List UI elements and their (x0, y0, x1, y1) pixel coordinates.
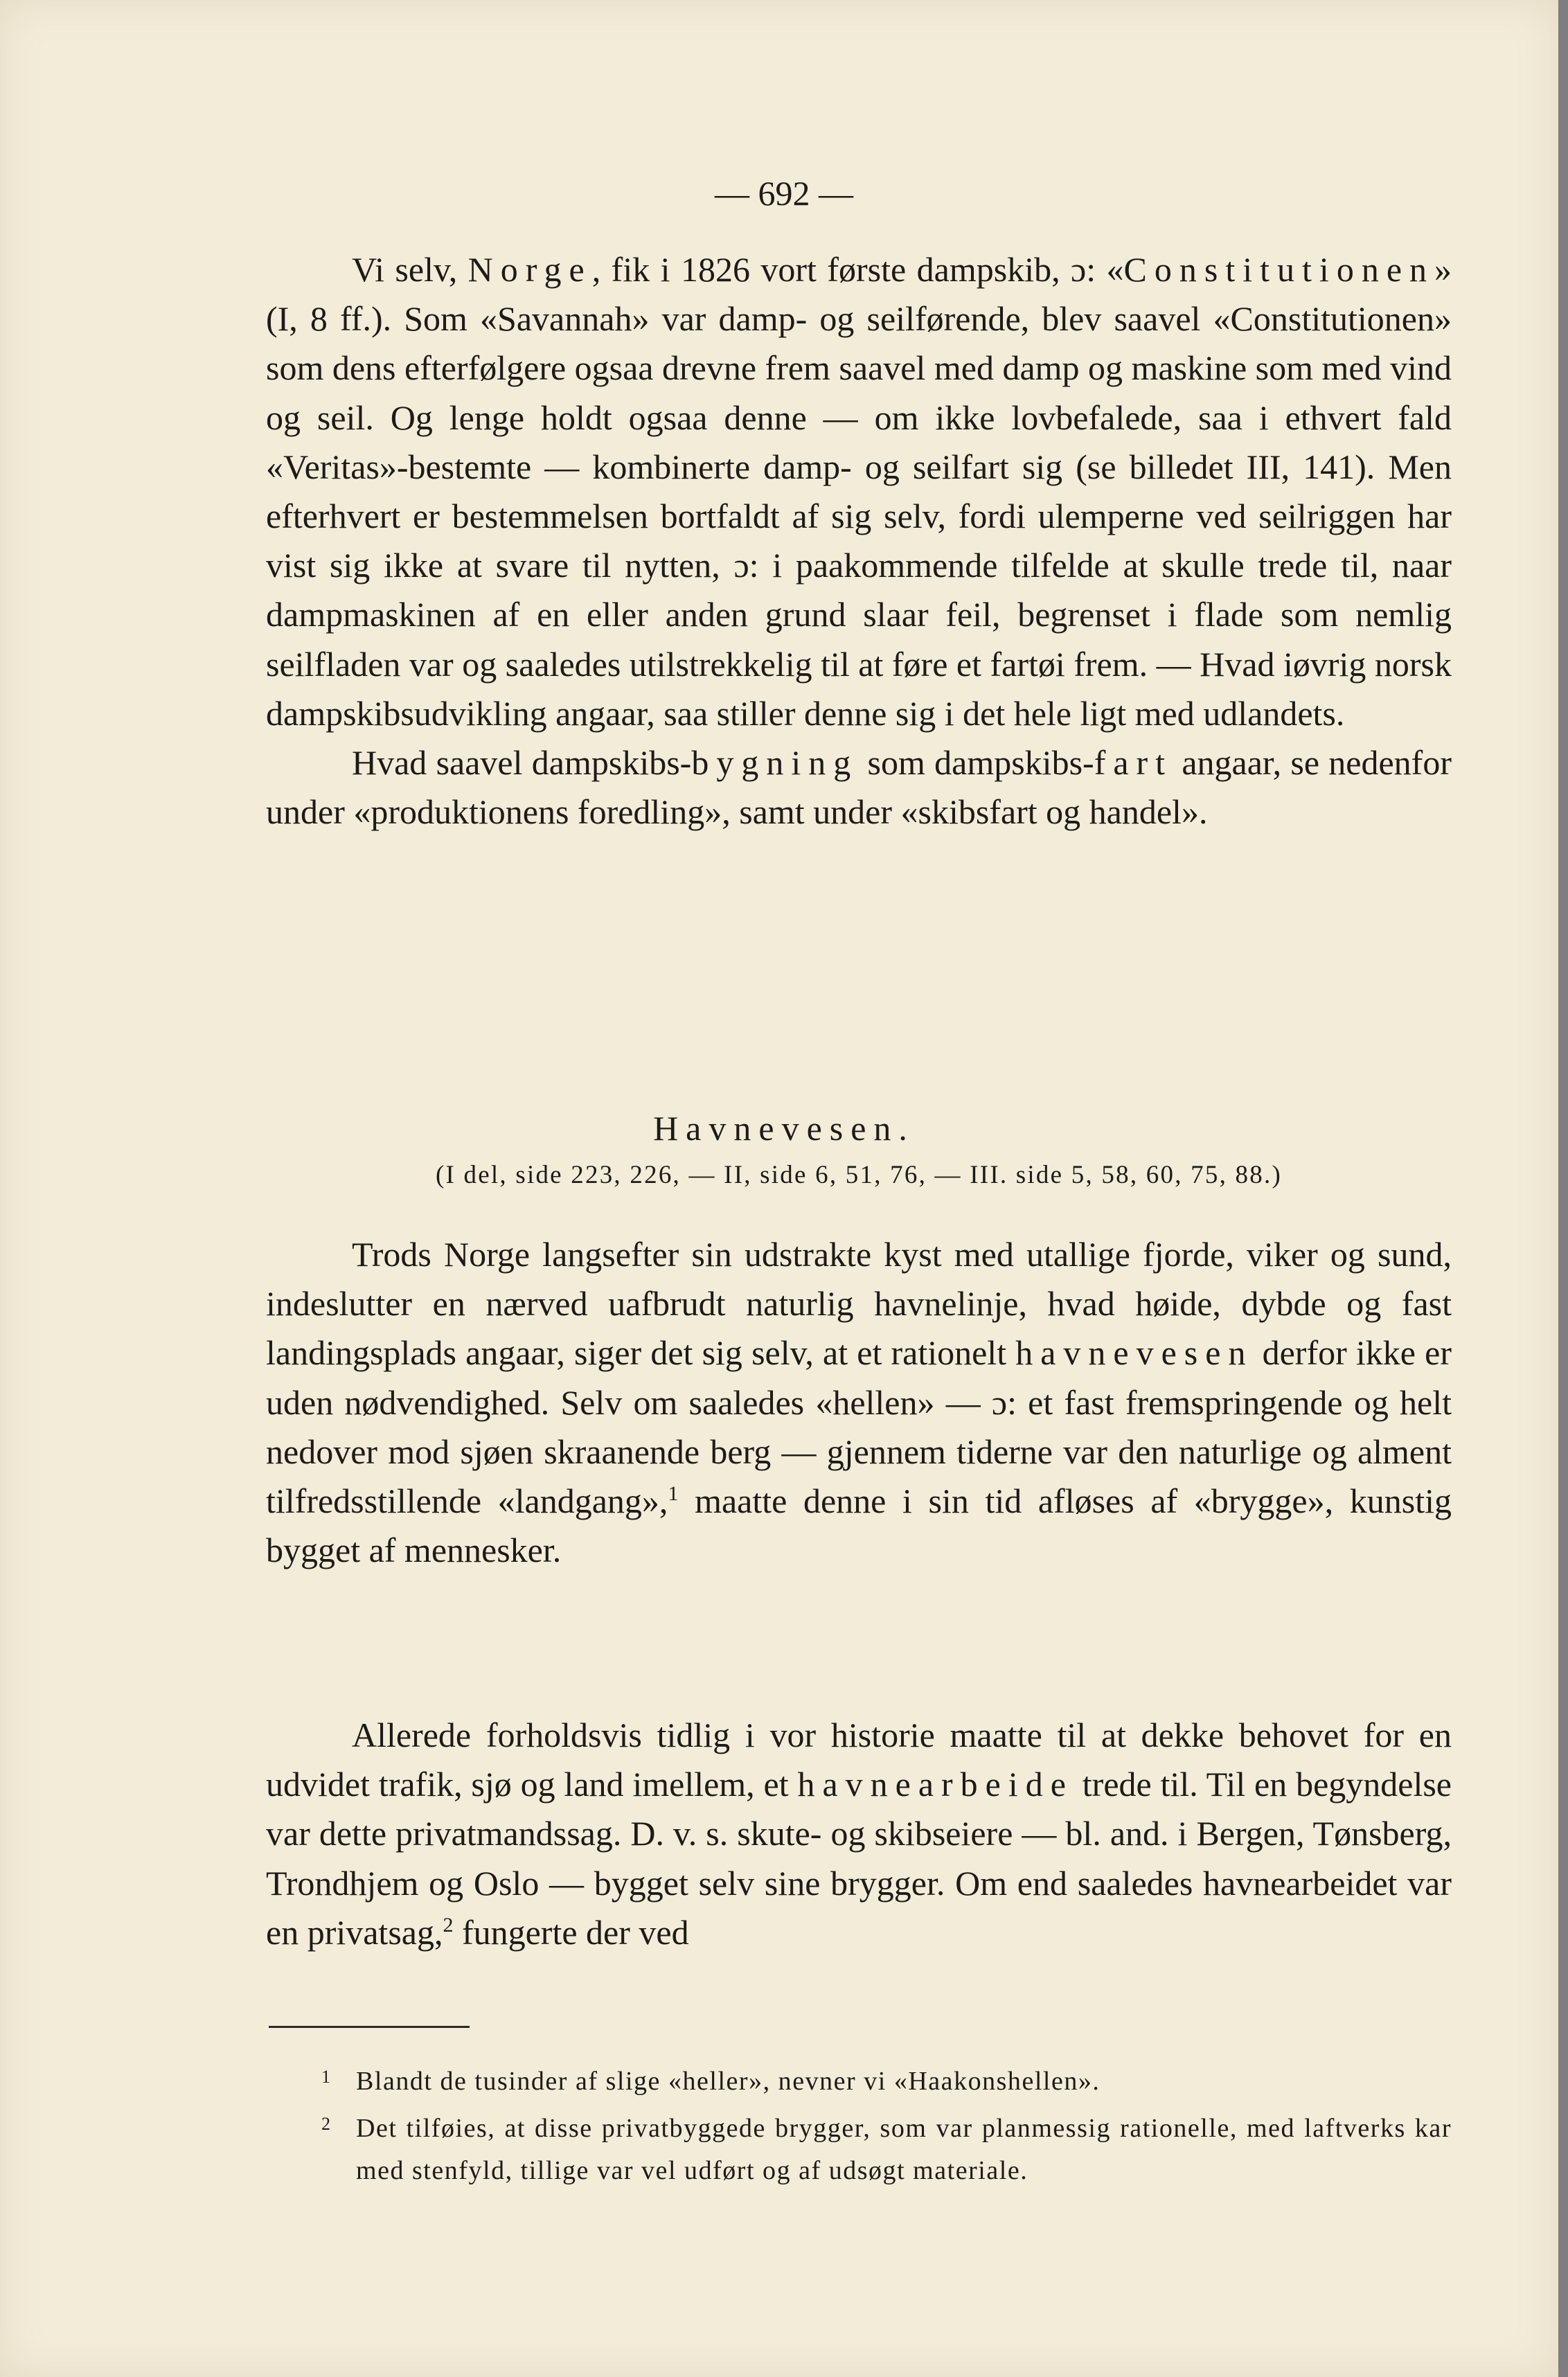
paragraph-4 (266, 1711, 1452, 1957)
footnote-1 (266, 2056, 1452, 2103)
footnote-text: Blandt de tusinder af slige «heller», nevner vi «Haakonshellen». (356, 2067, 1101, 2096)
spaced-word-bygning: bygning (691, 743, 859, 783)
footnote-mark: 1 (321, 2067, 332, 2087)
text-run: fungerte der ved (453, 1912, 689, 1952)
text-run: derfor ikke er uden nødvendighed. Selv om saaledes «hellen» — ɔ: et fast fremspringende og helt nedover mod sjøen skraanende berg — gjennem tiderne var den naturlige og alment tilfredsstillende «landgang», (266, 1333, 1452, 1521)
text-run: maatte denne i sin tid afløses af «brygge», kunstig bygget af mennesker. (266, 1481, 1452, 1570)
section-references: (I del, side 223, 226, — II, side 6, 51, 76, — III. side 5, 58, 60, 75, 88.) (435, 1161, 1283, 1189)
footnote-text: Det tilføies, at disse privatbyggede brygger, som var planmessig rationelle, med laftverks kar med stenfyld, tillige var vel udført og af udsøgt materiale. (356, 2114, 1452, 2185)
body-bottom (266, 1711, 1452, 1957)
spaced-word-havnevesen: havnevesen (1015, 1333, 1254, 1373)
footnote-ref-2: 2 (443, 1913, 454, 1937)
paragraph-3 (266, 1230, 1452, 1575)
footnote-ref-1: 1 (668, 1482, 679, 1506)
text-run: trede til. Til en begyndelse var dette privatmandssag. D. v. s. skute- og skibseiere — bl. and. i Bergen, Tønsberg, Trondhjem og Oslo — bygget selv sine brygger. Om end saaledes havnearbeidet var en privatsag, (266, 1765, 1452, 1952)
body-top (266, 245, 1452, 837)
section-heading: Havnevesen. (653, 1109, 915, 1148)
footnotes (266, 2056, 1452, 2192)
text-run: som dampskibs- (858, 743, 1094, 783)
footnote-rule (269, 2026, 470, 2028)
text-run: angaar, se nedenfor under «produktionens foredling», samt under «skibsfart og handel». (266, 743, 1452, 832)
spaced-word-havnearbeide: havnearbeide (797, 1765, 1073, 1804)
text-run: Allerede forholdsvis tidlig i vor historie maatte til at dekke behovet for en udvidet trafik, sjø og land imellem, et (266, 1716, 1452, 1804)
page-number: — 692 — (715, 174, 853, 213)
text-run: Vi selv, (352, 250, 468, 289)
paragraph-2 (266, 738, 1452, 837)
spaced-word-constitutionen: Constitutionen (1123, 250, 1435, 289)
text-run: Hvad saavel dampskibs- (352, 743, 692, 783)
footnote-mark: 2 (321, 2114, 332, 2134)
paragraph-1 (266, 245, 1452, 738)
footnote-2 (266, 2103, 1452, 2192)
text-run: Trods Norge langsefter sin udstrakte kyst med utallige fjorde, viker og sund, indeslutter en nærved uafbrudt naturlig havnelinje, hvad høide, dybde og fast landingsplads angaar, siger det sig selv, at et rationelt (266, 1235, 1452, 1373)
spaced-word-norge: Norge (467, 250, 592, 289)
scan-edge (1558, 0, 1568, 2377)
text-run: » (I, 8 ff.). Som «Savannah» var damp- og seilførende, blev saavel «Constitutionen» som dens efterfølgere ogsaa drevne frem saavel med damp og maskine som med vind og seil. Og lenge holdt ogsaa denne — om ikke lovbefalede, saa i ethvert fald «Veritas»-bestemte — kombinerte damp- og seilfart sig (se billedet III, 141). Men efterhvert er bestemmelsen bortfaldt af sig selv, fordi ulemperne ved seilriggen har vist sig ikke at svare til nytten, ɔ: i paakommende tilfelde at skulle trede til, naar dampmaskinen af en eller anden grund slaar feil, begrenset i flade som nemlig seilfladen var og saaledes utilstrekkelig til at føre et fartøi frem. — Hvad iøvrig norsk dampskibsudvikling angaar, saa stiller denne sig i det hele ligt med udlandets. (266, 250, 1452, 733)
text-run: , fik i 1826 vort første dampskib, ɔ: « (591, 250, 1124, 289)
body-middle (266, 1230, 1452, 1575)
spaced-word-fart: fart (1094, 743, 1173, 783)
